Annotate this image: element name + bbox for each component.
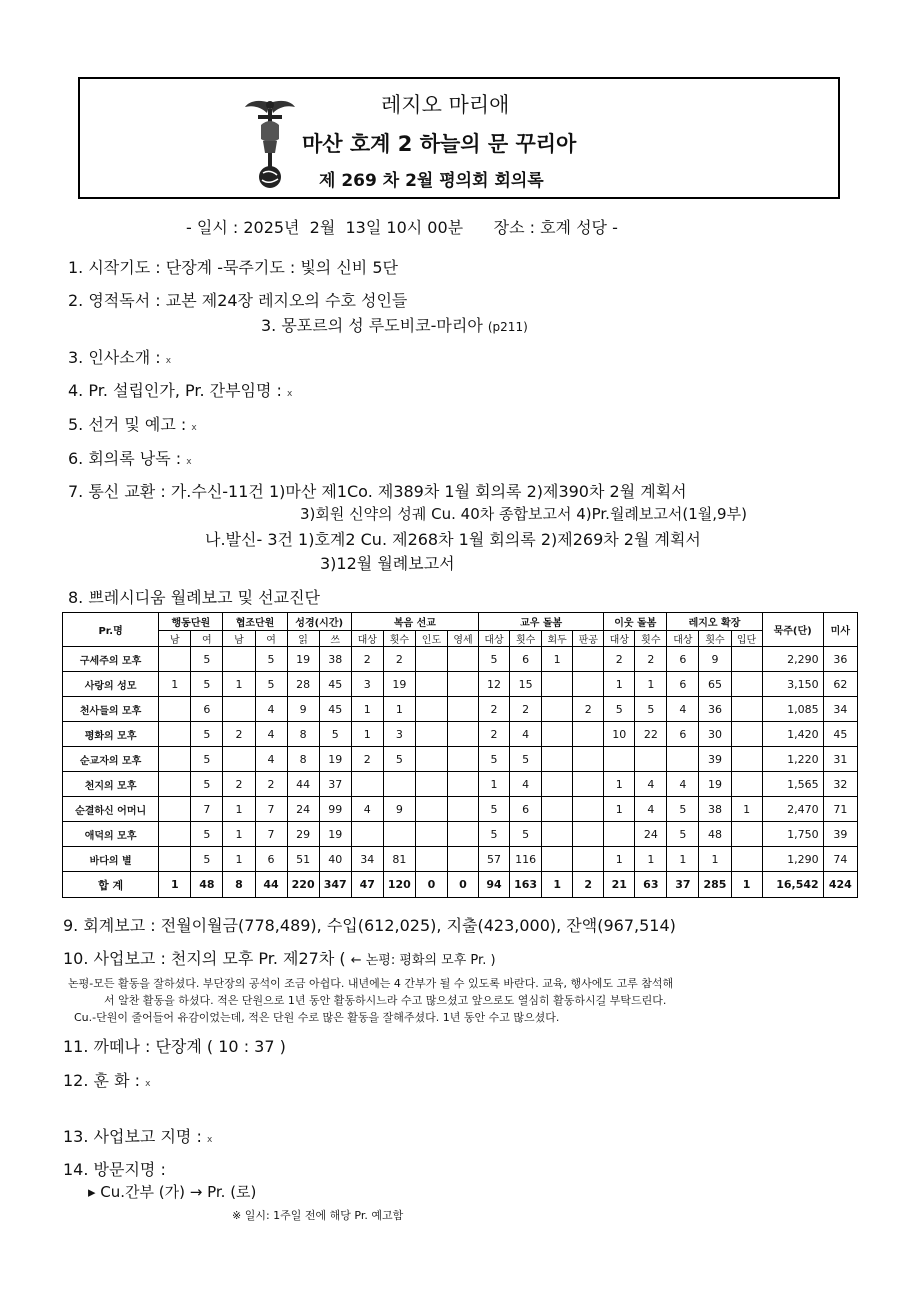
table-cell: 5 [191,722,223,747]
header-title: 레지오 마리애 [381,93,510,117]
table-cell: 4 [510,722,542,747]
table-cell: 34 [823,697,857,722]
table-cell: 1 [223,822,255,847]
table-cell: 1 [351,697,383,722]
table-cell: 4 [635,772,667,797]
table-cell [542,772,573,797]
table-cell: 22 [635,722,667,747]
table-cell: 6 [667,722,699,747]
total-cell: 8 [223,872,255,898]
table-cell: 2 [351,647,383,672]
table-cell: 12 [479,672,510,697]
total-cell: 220 [287,872,319,898]
table-cell: 74 [823,847,857,872]
subheader-cell: 횟수 [383,631,415,647]
table-cell: 19 [383,672,415,697]
table-cell: 45 [319,697,351,722]
table-cell: 51 [287,847,319,872]
subheader-cell: 쓰 [319,631,351,647]
header-neighbor-care: 이웃 돌봄 [604,613,667,631]
table-cell [159,722,191,747]
header-auxiliary: 협조단원 [223,613,287,631]
table-cell: 1 [604,847,635,872]
total-cell: 37 [667,872,699,898]
item-monthly-report: 8. 쁘레시디움 월례보고 및 선교진단 [68,588,320,607]
table-cell: 1 [383,697,415,722]
table-cell: 4 [667,697,699,722]
table-cell: 9 [699,647,731,672]
table-cell: 39 [823,822,857,847]
table-cell: 5 [255,672,287,697]
item-correspondence-3: 나.발신- 3건 1)호계2 Cu. 제268차 1월 회의록 2)제269차 2월 계획서 [205,530,701,549]
table-cell [731,647,762,672]
table-cell [351,772,383,797]
subheader-cell: 여 [255,631,287,647]
table-cell: 2 [223,722,255,747]
table-cell: 4 [510,772,542,797]
table-cell: 5 [191,672,223,697]
table-cell: 19 [319,822,351,847]
table-cell [542,697,573,722]
table-cell: 5 [479,797,510,822]
subheader-cell: 대상 [479,631,510,647]
table-cell: 8 [287,747,319,772]
header-bible: 성경(시간) [287,613,351,631]
table-cell [604,822,635,847]
table-cell: 1,290 [762,847,823,872]
table-cell: 3 [383,722,415,747]
table-cell [542,847,573,872]
table-cell: 2 [383,647,415,672]
item-introduction: 3. 인사소개 : x [68,348,172,367]
table-cell: 1 [223,672,255,697]
table-cell: 38 [319,647,351,672]
table-cell [159,822,191,847]
table-cell [573,847,604,872]
item-correspondence: 7. 통신 교환 : 가.수신-11건 1)마산 제1Co. 제389차 1월 회의록 2)제390차 2월 계획서 [68,482,687,501]
table-cell [415,647,447,672]
header-mass: 미사 [823,613,857,647]
table-cell [667,747,699,772]
table-cell: 2 [479,722,510,747]
table-cell [731,847,762,872]
table-cell: 24 [635,822,667,847]
total-cell: 0 [415,872,447,898]
table-cell: 57 [479,847,510,872]
header-meeting: 제 269 차 2월 평의회 회의록 [319,171,544,191]
table-cell: 81 [383,847,415,872]
total-cell: 163 [510,872,542,898]
total-cell: 44 [255,872,287,898]
table-cell [542,822,573,847]
table-cell [604,747,635,772]
table-cell [415,822,447,847]
table-cell: 1 [604,672,635,697]
table-cell [573,647,604,672]
table-cell [351,822,383,847]
praesidium-name: 평화의 모후 [63,722,159,747]
table-cell: 39 [699,747,731,772]
praesidium-name: 구세주의 모후 [63,647,159,672]
visit-assignment: ▸ Cu.간부 (가) → Pr. (로) [88,1183,257,1201]
table-cell [447,672,478,697]
table-cell [542,797,573,822]
table-cell: 8 [287,722,319,747]
legion-vexillum-icon [245,95,295,191]
table-cell [573,772,604,797]
table-cell [223,697,255,722]
table-cell [223,647,255,672]
table-cell [542,747,573,772]
table-row [63,772,858,797]
table-cell: 2 [255,772,287,797]
table-cell: 2 [604,647,635,672]
table-cell: 45 [823,722,857,747]
total-cell: 1 [731,872,762,898]
table-cell: 1 [635,847,667,872]
table-cell: 15 [510,672,542,697]
table-cell: 5 [479,747,510,772]
visit-note: ※ 일시: 1주일 전에 해당 Pr. 예고함 [232,1209,404,1222]
table-cell [447,722,478,747]
total-label: 합 계 [63,872,159,898]
table-row [63,647,858,672]
item-accounting: 9. 회계보고 : 전월이월금(778,489), 수입(612,025), 지출(423,000), 잔액(967,514) [63,916,676,935]
subheader-cell: 입단 [731,631,762,647]
table-cell: 5 [191,822,223,847]
table-cell: 1,565 [762,772,823,797]
table-cell: 1 [731,797,762,822]
table-cell: 2 [351,747,383,772]
item-spiritual-reading: 2. 영적독서 : 교본 제24장 레지오의 수호 성인들 [68,291,408,310]
table-total-row [63,872,858,898]
subheader-cell: 횟수 [699,631,731,647]
header-praesidium: 마산 호계 2 하늘의 문 꾸리아 [302,132,577,156]
table-cell [731,747,762,772]
table-cell: 5 [510,747,542,772]
total-cell: 1 [159,872,191,898]
table-cell: 29 [287,822,319,847]
table-cell: 5 [191,772,223,797]
subheader-cell: 횟수 [510,631,542,647]
table-cell: 40 [319,847,351,872]
table-cell: 36 [823,647,857,672]
table-cell [573,797,604,822]
table-row [63,822,858,847]
item-election: 5. 선거 및 예고 : x [68,415,197,434]
table-cell [447,772,478,797]
table-cell: 32 [823,772,857,797]
header-rosary: 묵주(단) [762,613,823,647]
subheader-cell: 판공 [573,631,604,647]
table-cell: 3,150 [762,672,823,697]
table-cell [159,772,191,797]
table-cell: 9 [287,697,319,722]
item-opening-prayer: 1. 시작기도 : 단장계 -묵주기도 : 빛의 신비 5단 [68,258,398,277]
table-row [63,847,858,872]
table-cell: 31 [823,747,857,772]
table-cell [159,847,191,872]
table-cell [731,672,762,697]
table-cell [447,847,478,872]
subheader-cell: 회두 [542,631,573,647]
item-report-designation: 13. 사업보고 지명 : x [63,1127,213,1146]
subheader-cell: 횟수 [635,631,667,647]
total-cell: 2 [573,872,604,898]
table-cell [573,722,604,747]
table-cell: 1 [699,847,731,872]
table-cell: 1 [667,847,699,872]
praesidium-name: 천사들의 모후 [63,697,159,722]
item-work-report: 10. 사업보고 : 천지의 모후 Pr. 제27차 ( ← 논평: 평화의 모후 Pr. ) [63,949,496,968]
header-pr-name: Pr.명 [63,613,159,647]
table-cell: 2 [479,697,510,722]
table-cell: 1 [604,797,635,822]
header-active: 행동단원 [159,613,223,631]
header-legion-extension: 레지오 확장 [667,613,762,631]
table-cell [573,822,604,847]
table-cell: 1,750 [762,822,823,847]
total-cell: 63 [635,872,667,898]
praesidium-name: 바다의 별 [63,847,159,872]
table-cell: 1 [542,647,573,672]
table-cell [383,772,415,797]
table-cell: 1 [223,797,255,822]
table-cell [447,697,478,722]
table-cell: 1 [351,722,383,747]
table-cell: 2,470 [762,797,823,822]
praesidium-name: 천지의 모후 [63,772,159,797]
table-cell [159,797,191,822]
table-cell: 1,085 [762,697,823,722]
table-row [63,747,858,772]
table-cell: 62 [823,672,857,697]
table-cell [573,747,604,772]
table-cell: 5 [479,822,510,847]
total-cell: 47 [351,872,383,898]
total-cell: 120 [383,872,415,898]
item-correspondence-4: 3)12월 월례보고서 [320,554,455,573]
table-cell [542,722,573,747]
table-cell: 24 [287,797,319,822]
table-cell: 6 [255,847,287,872]
header-parishioner-care: 교우 돌봄 [479,613,604,631]
table-cell: 37 [319,772,351,797]
table-cell: 7 [255,822,287,847]
subheader-cell: 영세 [447,631,478,647]
table-cell [447,797,478,822]
table-cell: 1 [604,772,635,797]
table-cell: 5 [191,847,223,872]
table-cell: 4 [351,797,383,822]
table-cell: 5 [191,647,223,672]
review-note: ← 논평: 평화의 모후 Pr. ) [350,953,496,968]
table-cell: 6 [510,647,542,672]
item-appointments: 4. Pr. 설립인가, Pr. 간부임명 : x [68,381,293,400]
table-cell: 45 [319,672,351,697]
subheader-cell: 남 [159,631,191,647]
monthly-report-table [62,612,858,898]
table-cell: 3 [351,672,383,697]
praesidium-name: 순결하신 어머니 [63,797,159,822]
item-spiritual-reading-sub [261,313,528,336]
subheader-cell: 대상 [604,631,635,647]
table-cell: 6 [667,672,699,697]
table-cell: 19 [699,772,731,797]
table-cell: 10 [604,722,635,747]
table-row [63,797,858,822]
table-cell: 1 [159,672,191,697]
table-cell [415,747,447,772]
table-cell: 1 [479,772,510,797]
table-cell: 7 [191,797,223,822]
item-visit-designation: 14. 방문지명 : [63,1160,166,1179]
table-cell: 5 [319,722,351,747]
subheader-cell: 인도 [415,631,447,647]
total-cell: 94 [479,872,510,898]
table-cell: 71 [823,797,857,822]
table-cell: 44 [287,772,319,797]
table-cell [159,697,191,722]
table-cell: 28 [287,672,319,697]
table-cell: 65 [699,672,731,697]
table-row [63,672,858,697]
item-catena: 11. 까떼나 : 단장계 ( 10 : 37 ) [63,1037,286,1056]
table-cell: 7 [255,797,287,822]
table-cell [635,747,667,772]
total-cell: 16,542 [762,872,823,898]
table-cell: 2 [573,697,604,722]
subheader-cell: 대상 [351,631,383,647]
table-cell [415,797,447,822]
table-cell [159,747,191,772]
table-row [63,697,858,722]
table-cell [223,747,255,772]
table-cell: 4 [255,747,287,772]
table-cell [731,822,762,847]
total-cell: 21 [604,872,635,898]
reading-saint: 3. 몽포르의 성 루도비코-마리아 [261,316,483,335]
table-cell: 2,290 [762,647,823,672]
table-cell: 4 [667,772,699,797]
table-cell: 99 [319,797,351,822]
review-line-1: 논평-모든 활동을 잘하셨다. 부단장의 공석이 조금 아쉽다. 내년에는 4 간부가 될 수 있도록 바란다. 교육, 행사에도 고루 참석해 [68,977,674,990]
table-cell: 1 [635,672,667,697]
table-cell [447,747,478,772]
subheader-cell: 여 [191,631,223,647]
table-cell: 5 [479,647,510,672]
subheader-cell: 대상 [667,631,699,647]
table-cell: 5 [383,747,415,772]
table-cell [415,672,447,697]
total-cell: 424 [823,872,857,898]
table-cell: 6 [667,647,699,672]
table-cell: 5 [510,822,542,847]
table-cell: 2 [510,697,542,722]
table-cell [415,697,447,722]
table-cell: 6 [191,697,223,722]
table-cell [731,772,762,797]
table-cell: 5 [667,797,699,822]
table-cell [542,672,573,697]
total-cell: 1 [542,872,573,898]
table-cell [447,647,478,672]
table-cell: 4 [255,697,287,722]
table-cell: 34 [351,847,383,872]
table-row [63,722,858,747]
date-line: - 일시 : 2025년 2월 13일 10시 00분 장소 : 호계 성당 - [186,218,618,237]
table-cell [415,772,447,797]
table-cell: 116 [510,847,542,872]
subheader-cell: 남 [223,631,255,647]
table-cell: 19 [287,647,319,672]
table-cell: 5 [191,747,223,772]
table-cell [731,722,762,747]
table-cell: 19 [319,747,351,772]
table-cell: 1,220 [762,747,823,772]
table-cell: 48 [699,822,731,847]
table-cell: 5 [635,697,667,722]
table-cell: 4 [255,722,287,747]
table-cell: 4 [635,797,667,822]
table-cell: 36 [699,697,731,722]
total-cell: 347 [319,872,351,898]
table-cell [731,697,762,722]
table-cell: 5 [604,697,635,722]
table-cell [159,647,191,672]
table-cell: 2 [635,647,667,672]
table-cell: 2 [223,772,255,797]
item-correspondence-2: 3)회원 신약의 성궤 Cu. 40차 종합보고서 4)Pr.월례보고서(1월,9부) [300,505,747,523]
table-cell: 1,420 [762,722,823,747]
subheader-cell: 읽 [287,631,319,647]
table-cell [447,822,478,847]
total-cell: 0 [447,872,478,898]
item-minutes-reading: 6. 회의록 낭독 : x [68,449,192,468]
header-evangelization: 복음 선교 [351,613,478,631]
table-cell [573,672,604,697]
review-line-3: Cu.-단원이 줄어들어 유감이었는데, 적은 단원 수로 많은 활동을 잘해주셨다. 1년 동안 수고 많으셨다. [74,1011,560,1024]
table-cell: 9 [383,797,415,822]
total-cell: 285 [699,872,731,898]
praesidium-name: 순교자의 모후 [63,747,159,772]
item-allocution: 12. 훈 화 : x [63,1071,151,1090]
table-cell: 1 [223,847,255,872]
praesidium-name: 애덕의 모후 [63,822,159,847]
table-cell: 30 [699,722,731,747]
table-cell [383,822,415,847]
table-cell: 6 [510,797,542,822]
table-cell: 5 [667,822,699,847]
table-cell: 5 [255,647,287,672]
praesidium-name: 사랑의 성모 [63,672,159,697]
table-cell: 38 [699,797,731,822]
reading-page: (p211) [487,320,528,334]
table-cell [415,722,447,747]
total-cell: 48 [191,872,223,898]
table-cell [415,847,447,872]
review-line-2: 서 알찬 활동을 하셨다. 적은 단원으로 1년 동안 활동하시느라 수고 많으셨고 앞으로도 열심히 활동하시길 부탁드린다. [104,994,667,1007]
